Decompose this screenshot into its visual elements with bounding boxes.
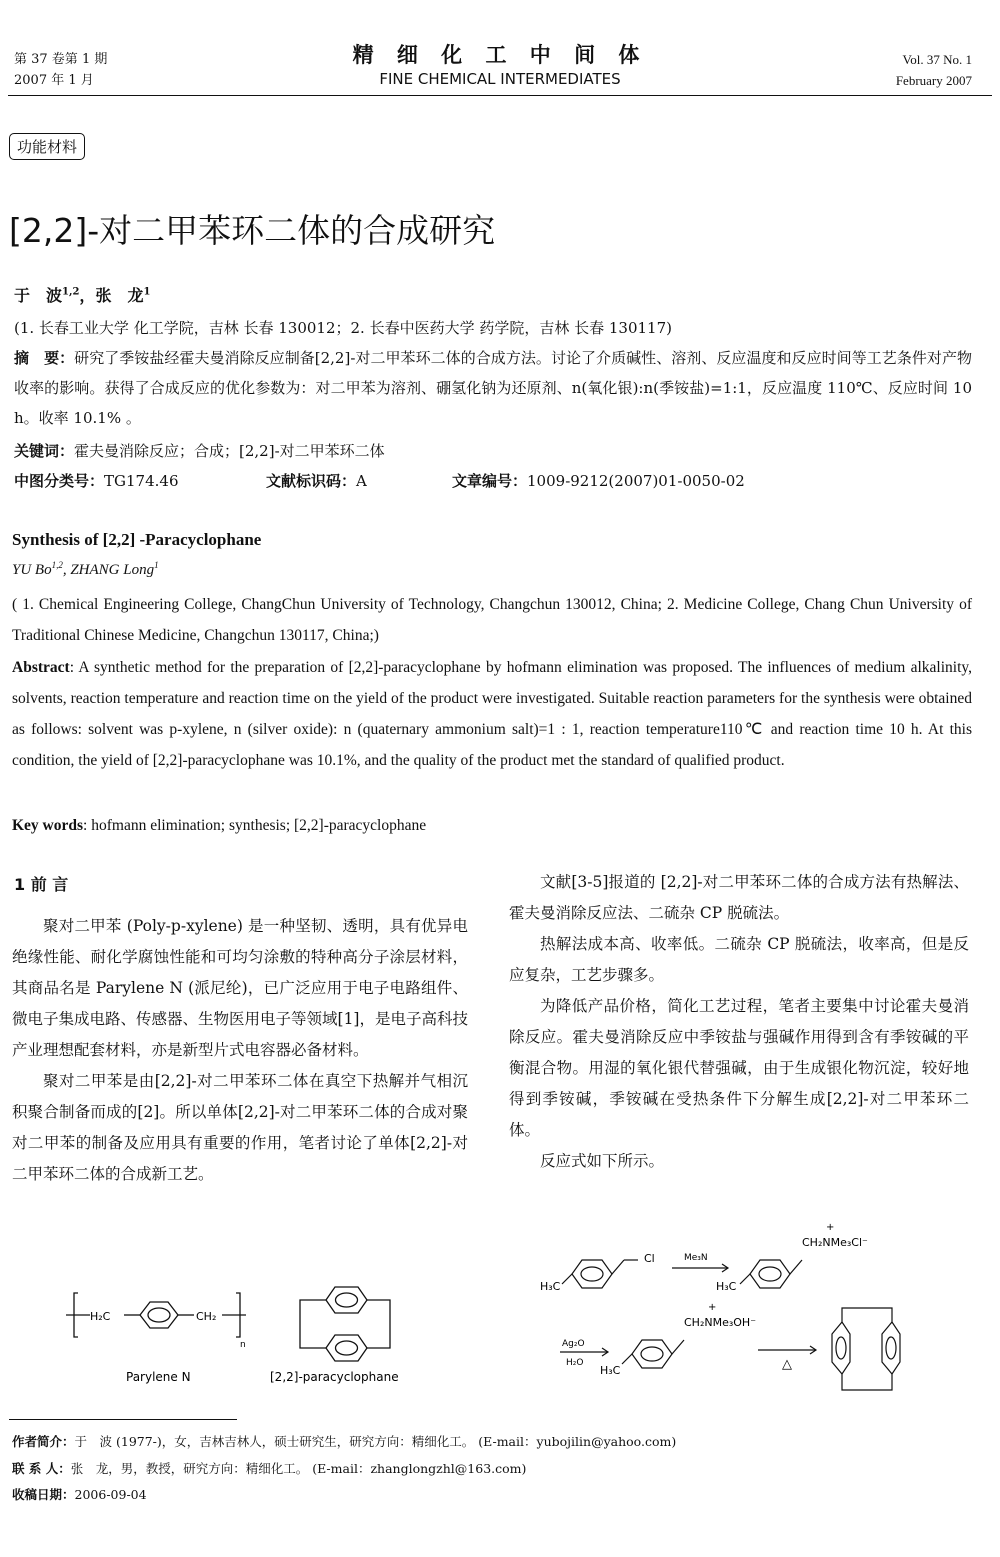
english-abstract-label: Abstract xyxy=(12,659,70,676)
english-title: Synthesis of [2,2] -Paracyclophane xyxy=(12,530,262,549)
abstract-cn-text: 研究了季铵盐经霍夫曼消除反应制备[2,2]-对二甲苯环二体的合成方法。讨论了介质碱性、溶剂、反应温度和反应时间等工艺条件对产物收率的影响。获得了合成反应的优化参数为：对二甲苯为溶剂、硼氢化钠为还原剂、n(氧化银):n(季铵盐)=1:1，反应温度 110℃、反应时间 10 h。收率 10.1% 。 xyxy=(14,349,972,427)
parylene-ch2-left: H₂C xyxy=(90,1310,111,1323)
author-1: 于 波 xyxy=(14,286,63,305)
reactant-ring xyxy=(572,1260,612,1288)
category-tag: 功能材料 xyxy=(9,133,85,160)
english-keywords-text: : hofmann elimination; synthesis; [2,2]-paracyclophane xyxy=(83,817,427,834)
base-charge-plus: + xyxy=(708,1302,717,1313)
pcp-label: [2,2]-paracyclophane xyxy=(270,1370,399,1384)
reagent-me3n: Me₃N xyxy=(684,1253,708,1263)
right-column xyxy=(509,867,969,1177)
chloride-label: Cl xyxy=(644,1252,655,1265)
parylene-ch2-right: CH₂ xyxy=(196,1310,217,1323)
date-en: February 2007 xyxy=(895,73,972,88)
volume-cn: 第 37 卷第 1 期 xyxy=(14,52,108,67)
reagent-ag2o: Ag₂O xyxy=(562,1339,585,1349)
volume-en: Vol. 37 No. 1 xyxy=(902,52,972,67)
footnote-contact: 联 系 人：张 龙，男，教授，研究方向：精细化工。 (E-mail：zhanglongzhl@163.com) xyxy=(12,1461,527,1476)
left-paragraph-2: 聚对二甲苯是由[2,2]-对二甲苯环二体在真空下热解并气相沉积聚合制备而成的[2]。所以单体[2,2]-对二甲苯环二体的合成对聚对二甲苯的制备及应用具有重要的作用，笔者讨论了单体[2,2]-对二甲苯环二体的合成新工艺。 xyxy=(12,1072,468,1183)
reaction-scheme-figure xyxy=(520,1222,990,1417)
hydroxide-ring xyxy=(632,1340,672,1368)
doc-code: 文献标识码：A xyxy=(266,472,367,490)
journal-name-en: FINE CHEMICAL INTERMEDIATES xyxy=(379,70,621,88)
clc-number: 中图分类号：TG174.46 xyxy=(14,472,179,490)
article-number: 文章编号：1009-9212(2007)01-0050-02 xyxy=(452,472,745,490)
base-ch3-label: H₃C xyxy=(600,1364,621,1377)
right-paragraph-2: 热解法成本高、收率低。二硫杂 CP 脱硫法，收率高，但是反应复杂，工艺步骤多。 xyxy=(509,935,969,984)
section-heading-1: 1 前 言 xyxy=(14,875,69,894)
reagent-h2o: H₂O xyxy=(566,1358,584,1368)
footnote-rule xyxy=(9,1419,237,1420)
right-paragraph-4: 反应式如下所示。 xyxy=(540,1152,665,1170)
product-ring-left xyxy=(832,1322,850,1374)
base-substituent: CH₂NMe₃OH⁻ xyxy=(684,1316,756,1329)
journal-name-cn: 精 细 化 工 中 间 体 xyxy=(352,43,648,67)
keywords-cn xyxy=(14,436,972,466)
parylene-benzene-ring xyxy=(140,1302,178,1328)
footnote-author-bio: 作者简介：于 波 (1977-)，女，吉林吉林人，硕士研究生，研究方向：精细化工。 (E-mail：yubojilin@yahoo.com) xyxy=(12,1434,677,1449)
right-paragraph-3: 为降低产品价格，简化工艺过程，笔者主要集中讨论霍夫曼消除反应。霍夫曼消除反应中季铵盐与强碱作用得到含有季铵碱的平衡混合物。用湿的氧化银代替强碱，由于生成银化物沉淀，较好地得到季铵碱，季铵碱在受热条件下分解生成[2,2]-对二甲苯环二体。 xyxy=(509,997,969,1139)
author-2: 张 龙 xyxy=(95,286,144,305)
right-paragraph-1: 文献[3-5]报道的 [2,2]-对二甲苯环二体的合成方法有热解法、霍夫曼消除反应法、二硫杂 CP 脱硫法。 xyxy=(509,873,969,922)
journal-name xyxy=(300,41,700,89)
salt-charge-plus: + xyxy=(826,1222,835,1233)
abstract-cn-label: 摘 要： xyxy=(14,349,75,367)
affiliation-cn: (1. 长春工业大学 化工学院，吉林 长春 130012；2. 长春中医药大学 药学院，吉林 长春 130117) xyxy=(14,319,672,337)
keywords-cn-text: 霍夫曼消除反应；合成；[2,2]-对二甲苯环二体 xyxy=(74,442,385,460)
author-sep: ， xyxy=(79,286,96,305)
heat-symbol: △ xyxy=(782,1357,792,1372)
english-authors: YU Bo$^{1,2}$, ZHANG Long$^1$ xyxy=(12,560,159,578)
running-header-right xyxy=(896,49,972,91)
english-abstract-text: : A synthetic method for the preparation of [2,2]-paracyclophane by hofmann elimination was proposed. The influences of medium alkalinity, solvents, reaction temperature and reaction time on the yield of the product were investigated. Suitable reaction parameters for the synthesis were obtained as follows: solvent was p-xylene, n (silver oxide): n (quaternary ammonium salt)=1 : 1, reaction temperature110℃ and reaction time 10 h. At this condition, the yield of [2,2]-paracyclophane was 10.1%, and the quality of the product met the standard of qualified product. xyxy=(12,659,972,769)
english-affiliation: ( 1. Chemical Engineering College, ChangChun University of Technology, Changchun 130012, China; 2. Medicine College, Chang Chun University of Traditional Chinese Medicine, Changchun 130117, China;) xyxy=(12,596,972,644)
parylene-label: Parylene N xyxy=(126,1370,191,1384)
author-1-sup: 1,2 xyxy=(62,286,80,298)
date-cn: 2007 年 1 月 xyxy=(14,73,94,88)
footnote-received-date: 收稿日期：2006-09-04 xyxy=(12,1487,147,1502)
parylene-n-subscript: n xyxy=(240,1340,246,1350)
product-ring-right xyxy=(882,1322,900,1374)
running-header-left xyxy=(14,49,107,91)
abstract-cn xyxy=(14,343,972,433)
english-keywords xyxy=(12,810,972,841)
polymer-structures-figure xyxy=(60,1275,440,1390)
left-column xyxy=(12,911,468,1190)
ammonium-salt-ring xyxy=(750,1260,790,1288)
english-keywords-label: Key words xyxy=(12,817,84,834)
authors-cn xyxy=(14,283,150,306)
paper-title: [2,2]-对二甲苯环二体的合成研究 xyxy=(9,211,496,250)
salt-ch3-label: H₃C xyxy=(716,1280,737,1293)
classification-line xyxy=(14,470,974,494)
pcp-top-ring xyxy=(326,1287,367,1313)
salt-substituent: CH₂NMe₃Cl⁻ xyxy=(802,1236,868,1249)
left-paragraph-1: 聚对二甲苯 (Poly-p-xylene) 是一种坚韧、透明，具有优异电绝缘性能、耐化学腐蚀性能和可均匀涂敷的特种高分子涂层材料，其商品名是 Parylene N (派尼纶)，已广泛应用于电子电路组件、微电子集成电路、传感器、生物医用电子等领域[1]，是电子高科技产业理想配套材料，亦是新型片式电容器必备材料。 xyxy=(12,917,468,1059)
pcp-bottom-ring xyxy=(326,1335,367,1361)
english-abstract xyxy=(12,652,972,776)
reactant-ch3-label: H₃C xyxy=(540,1280,561,1293)
header-rule xyxy=(8,95,992,96)
author-2-sup: 1 xyxy=(143,286,151,298)
keywords-cn-label: 关键词： xyxy=(14,442,75,460)
